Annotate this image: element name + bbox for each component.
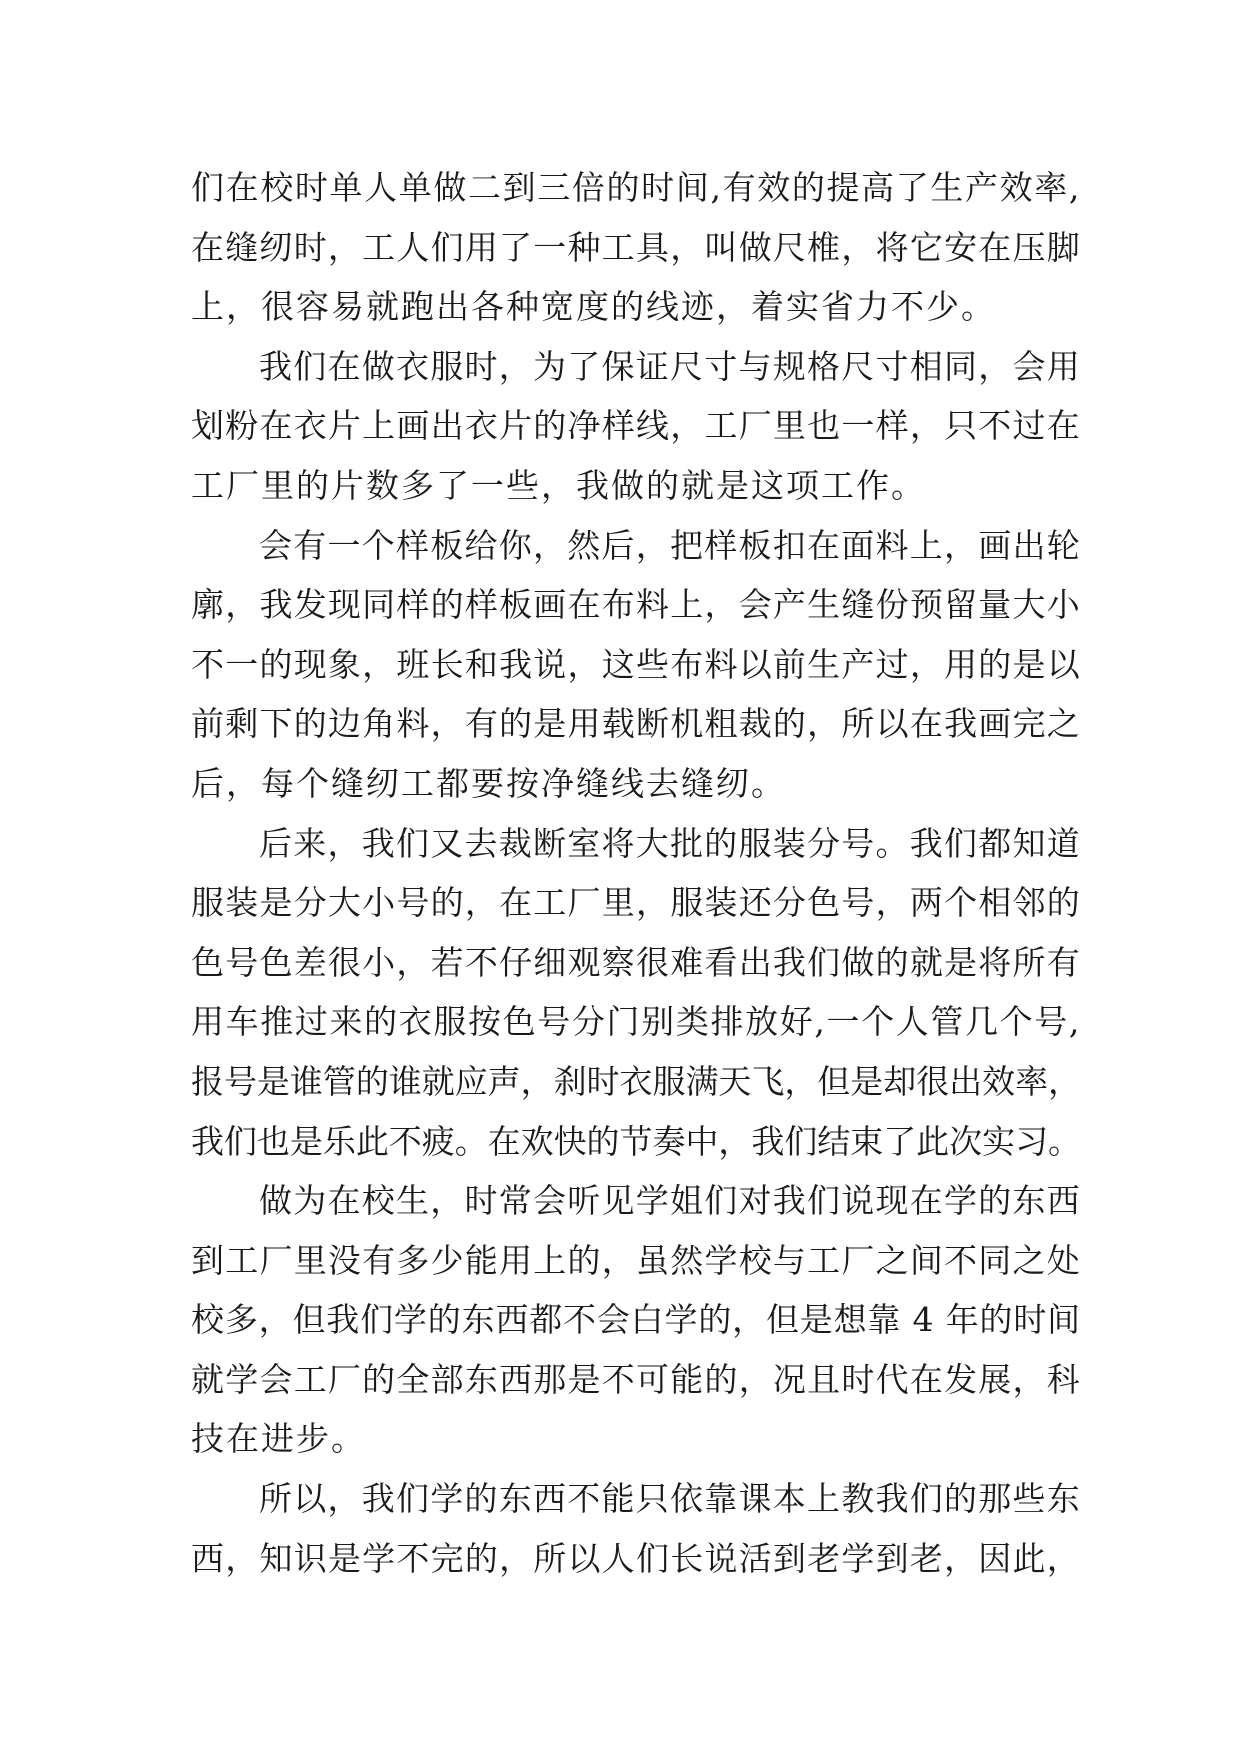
- text-line: 我们也是乐此不疲。在欢快的节奏中，我们结束了此次实习。: [191, 1121, 1082, 1161]
- text-line: 会有一个样板给你，然后，把样板扣在面料上，画出轮: [259, 525, 1081, 565]
- text-line: 用车推过来的衣服按色号分门别类排放好,一个人管几个号,: [191, 1002, 1081, 1042]
- text-line: 后，每个缝纫工都要按净缝线去缝纫。: [191, 763, 786, 803]
- text-line: 划粉在衣片上画出衣片的净样线，工厂里也一样，只不过在: [191, 406, 1081, 446]
- text-line: 所以，我们学的东西不能只依靠课本上教我们的那些东: [259, 1479, 1081, 1519]
- document-body: [191, 158, 1081, 1588]
- text-line: 校多，但我们学的东西都不会白学的，但是想靠 4 年的时间: [191, 1300, 1081, 1340]
- text-line: 后来，我们又去裁断室将大批的服装分号。我们都知道: [259, 823, 1081, 863]
- text-line: 在缝纫时，工人们用了一种工具，叫做尺椎，将它安在压脚: [191, 227, 1081, 267]
- text-line: 西，知识是学不完的，所以人们长说活到老学到老，因此，: [191, 1538, 1081, 1578]
- text-line: 们在校时单人单做二到三倍的时间,有效的提高了生产效率,: [191, 168, 1081, 207]
- text-line: 廓，我发现同样的样板画在布料上，会产生缝份预留量大小: [191, 585, 1081, 625]
- text-line: 技在进步。: [191, 1419, 366, 1459]
- text-line: 上，很容易就跑出各种宽度的线迹，着实省力不少。: [191, 287, 996, 327]
- text-line: 到工厂里没有多少能用上的，虽然学校与工厂之间不同之处: [191, 1240, 1081, 1280]
- text-line: 做为在校生，时常会听见学姐们对我们说现在学的东西: [259, 1181, 1081, 1221]
- text-line: 不一的现象，班长和我说，这些布料以前生产过，用的是以: [191, 644, 1081, 684]
- text-line: 前剩下的边角料，有的是用载断机粗裁的，所以在我画完之: [191, 704, 1081, 744]
- text-line: 就学会工厂的全部东西那是不可能的，况且时代在发展，科: [191, 1359, 1081, 1399]
- text-line: 工厂里的片数多了一些，我做的就是这项工作。: [191, 465, 926, 505]
- text-line: 报号是谁管的谁就应声，刹时衣服满天飞，但是却很出效率，: [191, 1061, 1082, 1101]
- text-line: 我们在做衣服时，为了保证尺寸与规格尺寸相同，会用: [259, 346, 1081, 386]
- text-line: 服装是分大小号的，在工厂里，服装还分色号，两个相邻的: [191, 883, 1081, 923]
- text-line: 色号色差很小，若不仔细观察很难看出我们做的就是将所有: [191, 942, 1081, 982]
